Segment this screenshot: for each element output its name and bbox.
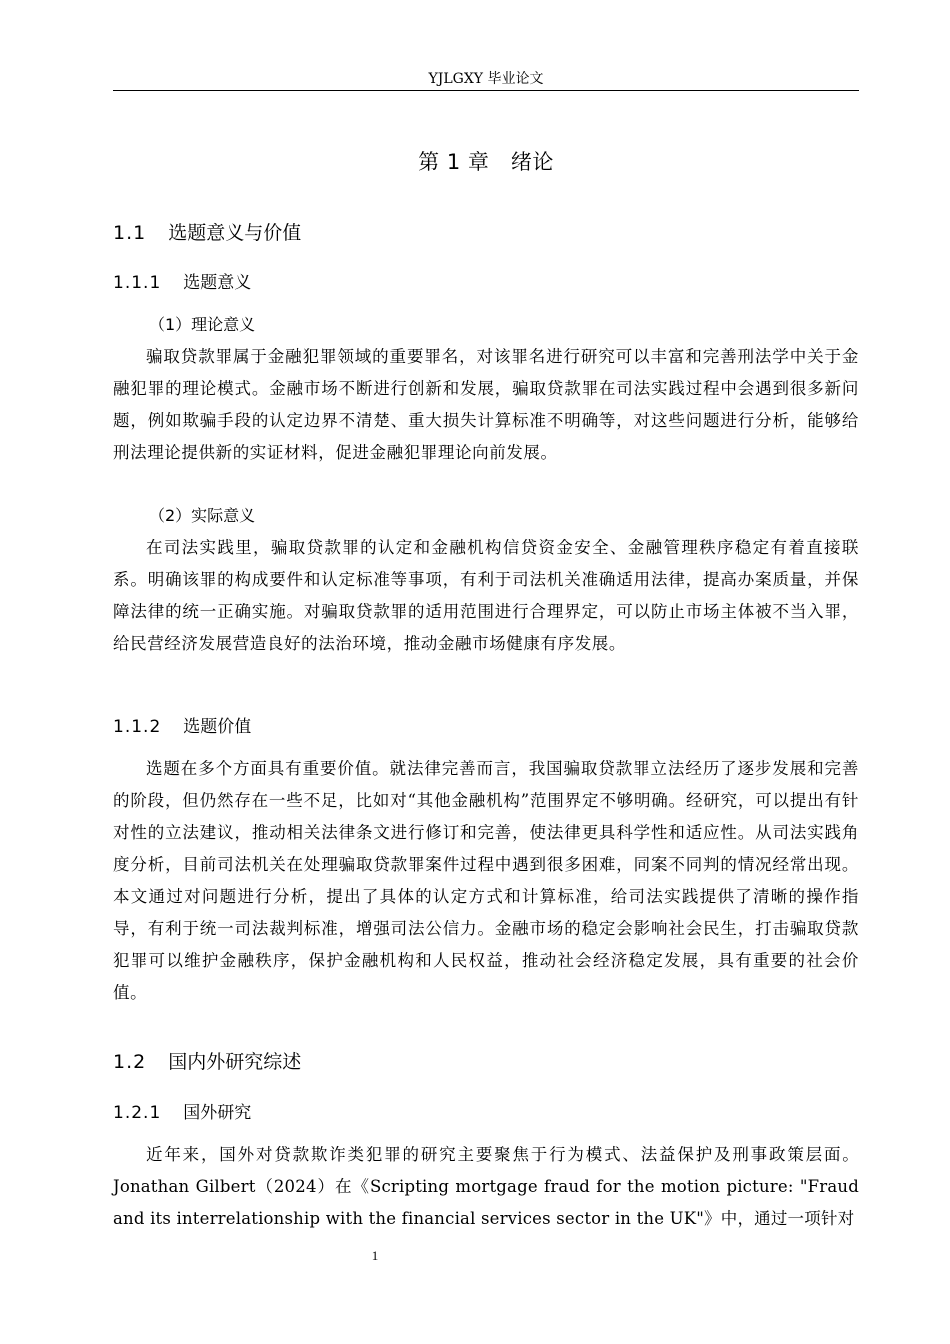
paragraph-foreign-research: 近年来，国外对贷款欺诈类犯罪的研究主要聚焦于行为模式、法益保护及刑事政策层面。Jonathan Gilbert（2024）在《Scripting mortgage fraud for the motion picture: "Fraud and its interrelationship with the financial services sector in the UK"》中，通过一项针对 bbox=[113, 1145, 859, 1228]
subsection-number: 1.2.1 bbox=[113, 1103, 162, 1123]
paragraph-value: 选题在多个方面具有重要价值。就法律完善而言，我国骗取贷款罪立法经历了逐步发展和完善的阶段，但仍然存在一些不足，比如对“其他金融机构”范围界定不够明确。经研究，可以提出有针对性的立法建议，推动相关法律条文进行修订和完善，使法律更具科学性和适应性。从司法实践角度分析，目前司法机关在处理骗取贷款罪案件过程中遇到很多困难，同案不同判的情况经常出现。本文通过对问题进行分析，提出了具体的认定方式和计算标准，给司法实践提供了清晰的操作指导，有利于统一司法裁判标准，增强司法公信力。金融市场的稳定会影响社会民生，打击骗取贷款犯罪可以维护金融秩序，保护金融机构和人民权益，推动社会经济稳定发展，具有重要的社会价值。 bbox=[113, 759, 859, 1002]
subsection-number: 1.1.2 bbox=[113, 717, 162, 737]
section-heading-1-1 bbox=[113, 220, 301, 246]
section-title: 选题意义与价值 bbox=[168, 222, 302, 244]
section-heading-1-2 bbox=[113, 1049, 301, 1075]
paragraph-practice: 在司法实践里，骗取贷款罪的认定和金融机构信贷资金安全、金融管理秩序稳定有着直接联系。明确该罪的构成要件和认定标准等事项，有利于司法机关准确适用法律，提高办案质量，并保障法律的统一正确实施。对骗取贷款罪的适用范围进行合理界定，可以防止市场主体被不当入罪，给民营经济发展营造良好的法治环境，推动金融市场健康有序发展。 bbox=[113, 538, 859, 653]
header-divider bbox=[113, 90, 859, 91]
section-title: 国内外研究综述 bbox=[168, 1051, 302, 1073]
subsection-heading-1-2-1 bbox=[113, 1101, 251, 1125]
section-number: 1.2 bbox=[113, 1051, 147, 1073]
subsection-title: 选题意义 bbox=[183, 273, 252, 293]
page-number: 1 bbox=[371, 1248, 379, 1263]
chapter-title: 第 1 章 绪论 bbox=[418, 150, 554, 174]
paragraph-theory: 骗取贷款罪属于金融犯罪领域的重要罪名，对该罪名进行研究可以丰富和完善刑法学中关于金融犯罪的理论模式。金融市场不断进行创新和发展，骗取贷款罪在司法实践过程中会遇到很多新问题，例如欺骗手段的认定边界不清楚、重大损失计算标准不明确等，对这些问题进行分析，能够给刑法理论提供新的实证材料，促进金融犯罪理论向前发展。 bbox=[113, 347, 859, 462]
subsection-heading-1-1-2 bbox=[113, 715, 251, 739]
subsection-title: 国外研究 bbox=[183, 1103, 252, 1123]
item-heading-practice: （2）实际意义 bbox=[149, 506, 256, 525]
item-heading-theory: （1）理论意义 bbox=[149, 315, 256, 334]
subsection-title: 选题价值 bbox=[183, 717, 252, 737]
running-header: YJLGXY 毕业论文 bbox=[428, 71, 544, 87]
subsection-heading-1-1-1 bbox=[113, 271, 251, 295]
section-number: 1.1 bbox=[113, 222, 147, 244]
subsection-number: 1.1.1 bbox=[113, 273, 162, 293]
